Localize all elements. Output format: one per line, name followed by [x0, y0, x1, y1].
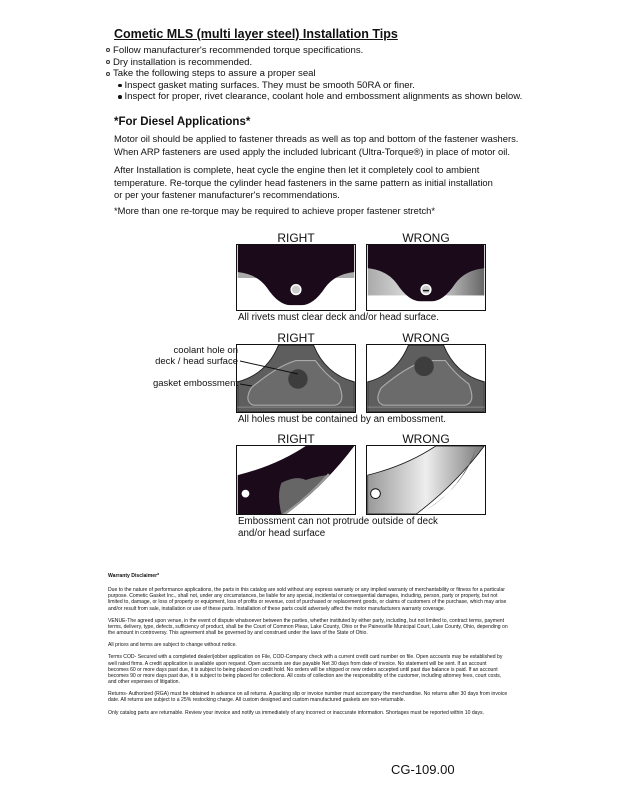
diesel-note: *More than one re-torque may be required to achieve proper fastener stretch* — [114, 205, 436, 216]
label-right: RIGHT — [277, 231, 315, 245]
caption-embossment — [238, 516, 438, 539]
warranty-paragraph: Only catalog parts are returnable. Review your invoice and notify us immediately of any incorrect or inaccurate information. Shortages must be reported within 10 days. — [108, 709, 484, 716]
label-wrong: WRONG — [402, 331, 450, 345]
subtip-text: Inspect gasket mating surfaces. They must be smooth 50RA or finer. — [124, 79, 415, 91]
callout-leader-lines — [200, 350, 310, 400]
warranty-disclaimer — [108, 573, 508, 722]
caption-rivets: All rivets must clear deck and/or head surface. — [238, 312, 439, 323]
text-line: and/or head surface — [238, 527, 326, 539]
text-line: Motor oil should be applied to fastener threads as well as top and bottom of the fastener washers. — [114, 133, 519, 144]
text-line: Embossment can not protrude outside of deck — [238, 516, 438, 527]
coolant-wrong-diagram — [366, 344, 486, 413]
catalog-page-code: CG-109.00 — [391, 762, 455, 777]
bullet-icon — [118, 95, 122, 99]
text-line: temperature. Re-torque the cylinder head fasteners in the same pattern as initial installation — [114, 176, 493, 188]
text-line: deck / head surface — [155, 356, 238, 367]
embossment-wrong-diagram — [366, 445, 486, 515]
rivet-wrong-diagram — [366, 244, 486, 311]
callout-gasket-embossment: gasket embossment — [152, 378, 238, 389]
caption-holes: All holes must be contained by an embossment. — [238, 414, 447, 425]
tip-text: Dry installation is recommended. — [113, 56, 253, 68]
warranty-heading: Warranty Disclaimer* — [108, 573, 160, 579]
text-line: or per your fastener manufacturer's recommendations. — [114, 189, 340, 201]
page-title: Cometic MLS (multi layer steel) Installation Tips — [114, 27, 398, 41]
tip-text: Take the following steps to assure a proper seal — [113, 68, 316, 80]
bullet-icon — [118, 84, 122, 88]
circle-bullet-icon — [106, 72, 110, 76]
tip-item — [106, 45, 522, 57]
subtip-item — [106, 91, 522, 103]
warranty-paragraph: Returns- Authorized (RGA) must be obtained in advance on all returns. A packing slip or invoice number must accompany the merchandise. No returns after 30 days from invoice date. All returns are subject to a 25% restocking charge. All custom designed and custom manufactured gaskets are non-returnable. — [108, 691, 508, 704]
text-line: coolant hole on — [173, 345, 238, 356]
diesel-paragraph-1 — [114, 133, 518, 158]
subtip-item — [106, 80, 522, 92]
label-right: RIGHT — [277, 432, 315, 446]
label-wrong: WRONG — [402, 231, 450, 245]
rivet-right-diagram — [236, 244, 356, 311]
diesel-heading: *For Diesel Applications* — [114, 116, 251, 128]
text-line: When ARP fasteners are used apply the included lubricant (Ultra-Torque®) in place of motor oil. — [114, 145, 510, 157]
warranty-paragraph: Terms COD- Secured with a completed dealer/jobber application on File, COD-Company check with a current credit card number on file. Open accounts may be established by well rated firms. A credit application is available upon request. Open accounts are due payable Net 30 days from date of invoice. No statement will be sent. If an account becomes 60 or more days past due, it is subject to being placed on credit hold. No orders will be shipped or new orders accepted until past due balance is paid. If an account becomes 90 or more days past due, it is subject to being placed for collections. All costs of collection are the responsibility of the customer, including attorney fees, court costs, and other expenses of litigation. — [108, 654, 503, 686]
tip-item — [106, 57, 522, 69]
warranty-paragraph: Due to the nature of performance applications, the parts in this catalog are sold without any express warranty or any implied warranty of merchantability or fitness for a particular purpose. Cometic Gasket Inc., shall not, under any circumstances, be liable for any special, incidental or consequential damages, including, person, party or property, but not limited to, damage, or loss of property or equipment, loss of profits or revenue, cost of purchased or replacement goods, or claims of customers of the purchase, which may arise and/or result from sale, installation or use of these parts. Installation of these parts could adversely affect the motor manufacturers warranty coverage. — [108, 587, 507, 612]
circle-bullet-icon — [106, 60, 110, 64]
tips-list — [106, 45, 522, 103]
embossment-right-diagram — [236, 445, 356, 515]
subtip-text: Inspect for proper, rivet clearance, coolant hole and embossment alignments as shown below. — [124, 91, 523, 103]
tip-text: Follow manufacturer's recommended torque specifications. — [113, 45, 364, 56]
circle-bullet-icon — [106, 48, 110, 52]
warranty-paragraph: All prices and terms are subject to change without notice. — [108, 642, 237, 649]
diesel-paragraph-2 — [114, 164, 493, 202]
text-line: After Installation is complete, heat cycle the engine then let it completely cool to ambient — [114, 164, 480, 175]
warranty-paragraph: VENUE-The agreed upon venue, in the event of dispute whatsoever between the parties, whether instituted by either party, including, but not limited to, contract terms, payment terms, delivery, type, defects, sufficiency of product, shall be the Court of Common Pleas, Lake County, Ohio or the Painesville Municipal Court, Lake County, Ohio, depending on the amount in controversy. This agreement shall be governed by and construed under the laws of the State of Ohio. — [108, 617, 508, 637]
label-wrong: WRONG — [402, 432, 450, 446]
label-right: RIGHT — [277, 331, 315, 345]
tip-item — [106, 68, 522, 80]
